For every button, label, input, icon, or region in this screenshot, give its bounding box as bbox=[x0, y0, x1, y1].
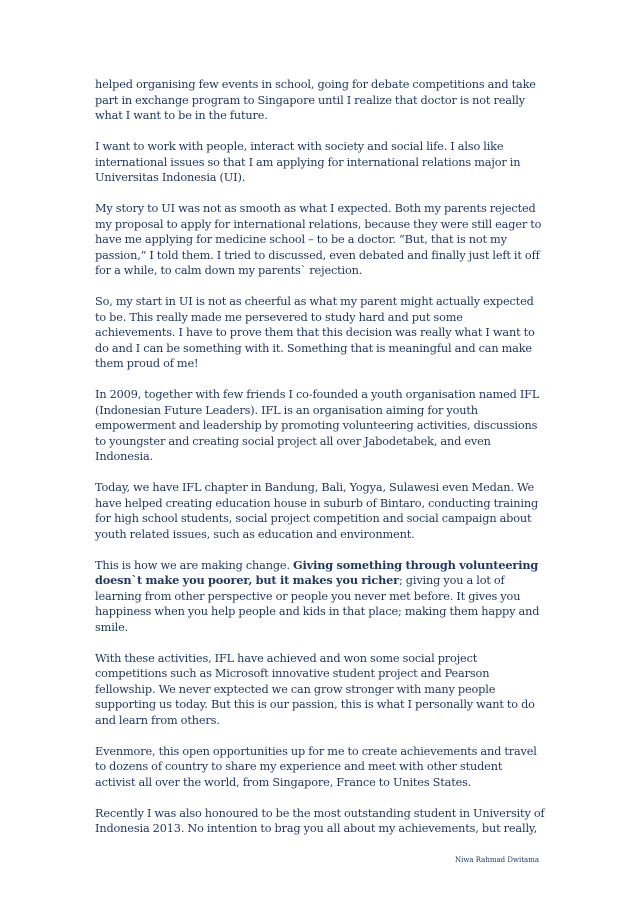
paragraph bbox=[95, 77, 545, 124]
paragraph bbox=[95, 744, 545, 791]
paragraph bbox=[95, 294, 545, 372]
paragraph-text: This is how we are making change. bbox=[95, 558, 294, 572]
emphasized-text: Giving something through volunteering doesn`t make you poorer, but it makes you richer bbox=[95, 557, 539, 587]
paragraph-text: In 2009, together with few friends I co-founded a youth organisation named IFL (Indonesian Future Leaders). IFL is an organisation aiming for youth empowerment and leadership by promoting volunteering activities, discussions to youngster and creating social project all over Jabodetabek, and even Indonesia. bbox=[95, 388, 540, 463]
paragraph-text: Recently I was also honoured to be the most outstanding student in University of Indonesia 2013. No intention to brag you all about my achievements, but really, bbox=[95, 806, 545, 835]
paragraph bbox=[95, 806, 545, 837]
paragraph-text: With these activities, IFL have achieved and won some social project competitions such as Microsoft innovative student project and Pearson fellowship. We never exptected we can grow stronger with many people supporting us today. But this is our passion, this is what I personally want to do and learn from others. bbox=[95, 651, 535, 727]
paragraph bbox=[95, 651, 545, 729]
paragraph-text: My story to UI was not as smooth as what I expected. Both my parents rejected my proposal to apply for international relations, because they were still eager to have me applying for medicine school – to be a doctor. “But, that is not my passion,“ I told them. I tried to discussed, even debated and finally just left it off for a while, to calm down my parents` rejection. bbox=[95, 202, 542, 277]
paragraph-text: So, my start in UI is not as cheerful as what my parent might actually expected to be. This really made me persevered to study hard and put some achievements. I have to prove them that this decision was really what I want to do and I can be something with it. Something that is meaningful and can make them proud of me! bbox=[95, 295, 535, 370]
footer-author: Niwa Rahmad Dwitama bbox=[455, 856, 540, 864]
paragraph-text: ; giving you a lot of learning from other perspective or people you never met before. It gives you happiness when you help people and kids in that place; making them happy and smile. bbox=[95, 574, 540, 634]
paragraph bbox=[95, 558, 545, 636]
paragraph bbox=[95, 480, 545, 542]
paragraph bbox=[95, 139, 545, 186]
paragraph-text: helped organising few events in school, going for debate competitions and take part in exchange program to Singapore until I realize that doctor is not really what I want to be in the future. bbox=[95, 78, 536, 122]
paragraph bbox=[95, 201, 545, 279]
paragraph-text: I want to work with people, interact with society and social life. I also like international issues so that I am applying for international relations major in Universitas Indonesia (UI). bbox=[95, 140, 521, 184]
paragraph-text: Evenmore, this open opportunities up for me to create achievements and travel to dozens of country to share my experience and meet with other student activist all over the world, from Singapore, France to Unites States. bbox=[95, 744, 537, 789]
paragraph-text: Today, we have IFL chapter in Bandung, Bali, Yogya, Sulawesi even Medan. We have helped creating education house in suburb of Bintaro, conducting training for high school students, social project competition and social campaign about youth related issues, such as education and environment. bbox=[95, 481, 539, 541]
document-body bbox=[95, 77, 545, 837]
paragraph bbox=[95, 387, 545, 465]
